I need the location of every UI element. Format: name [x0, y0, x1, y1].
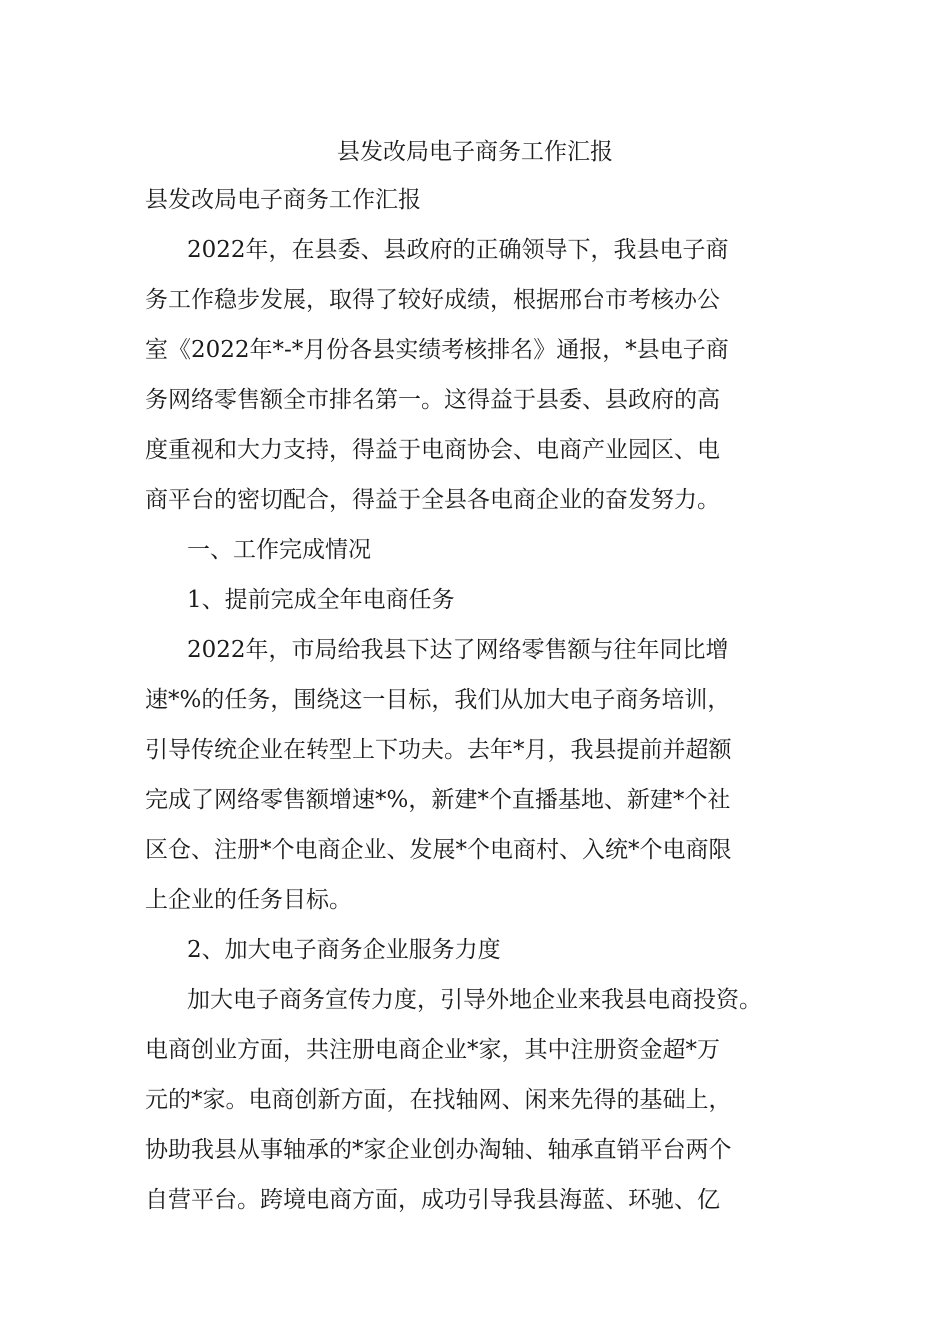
body-line: 速*%的任务，围绕这一目标，我们从加大电子商务培训， — [145, 687, 731, 713]
body-line: 度重视和大力支持，得益于电商协会、电商产业园区、电 — [145, 437, 720, 463]
body-line: 2022年，在县委、县政府的正确领导下，我县电子商 — [187, 237, 729, 263]
body-line: 元的*家。电商创新方面，在找轴网、闲来先得的基础上， — [145, 1087, 732, 1113]
body-line: 2022年，市局给我县下达了网络零售额与往年同比增 — [187, 637, 729, 663]
body-line: 1、提前完成全年电商任务 — [187, 587, 455, 613]
body-line: 完成了网络零售额增速*%，新建*个直播基地、新建*个社 — [145, 787, 731, 813]
body-line: 2、加大电子商务企业服务力度 — [187, 937, 501, 963]
body-line: 上企业的任务目标。 — [145, 887, 352, 913]
body-line: 务网络零售额全市排名第一。这得益于县委、县政府的高 — [145, 387, 720, 413]
body-line: 协助我县从事轴承的*家企业创办淘轴、轴承直销平台两个 — [145, 1137, 732, 1163]
document-title: 县发改局电子商务工作汇报 — [337, 139, 613, 165]
body-line: 商平台的密切配合，得益于全县各电商企业的奋发努力。 — [145, 487, 720, 513]
body-line: 加大电子商务宣传力度，引导外地企业来我县电商投资。 — [187, 987, 762, 1013]
body-line: 室《2022年*-*月份各县实绩考核排名》通报，*县电子商 — [145, 337, 729, 363]
body-line: 一、工作完成情况 — [187, 537, 371, 563]
body-line: 务工作稳步发展，取得了较好成绩，根据邢台市考核办公 — [145, 287, 720, 313]
body-line: 区仓、注册*个电商企业、发展*个电商村、入统*个电商限 — [145, 837, 732, 863]
document-body — [145, 180, 810, 1230]
body-line: 电商创业方面，共注册电商企业*家，其中注册资金超*万 — [145, 1037, 720, 1063]
body-line: 引导传统企业在转型上下功夫。去年*月，我县提前并超额 — [145, 737, 732, 763]
body-line: 自营平台。跨境电商方面，成功引导我县海蓝、环驰、亿 — [145, 1187, 720, 1213]
body-line: 县发改局电子商务工作汇报 — [145, 187, 421, 213]
